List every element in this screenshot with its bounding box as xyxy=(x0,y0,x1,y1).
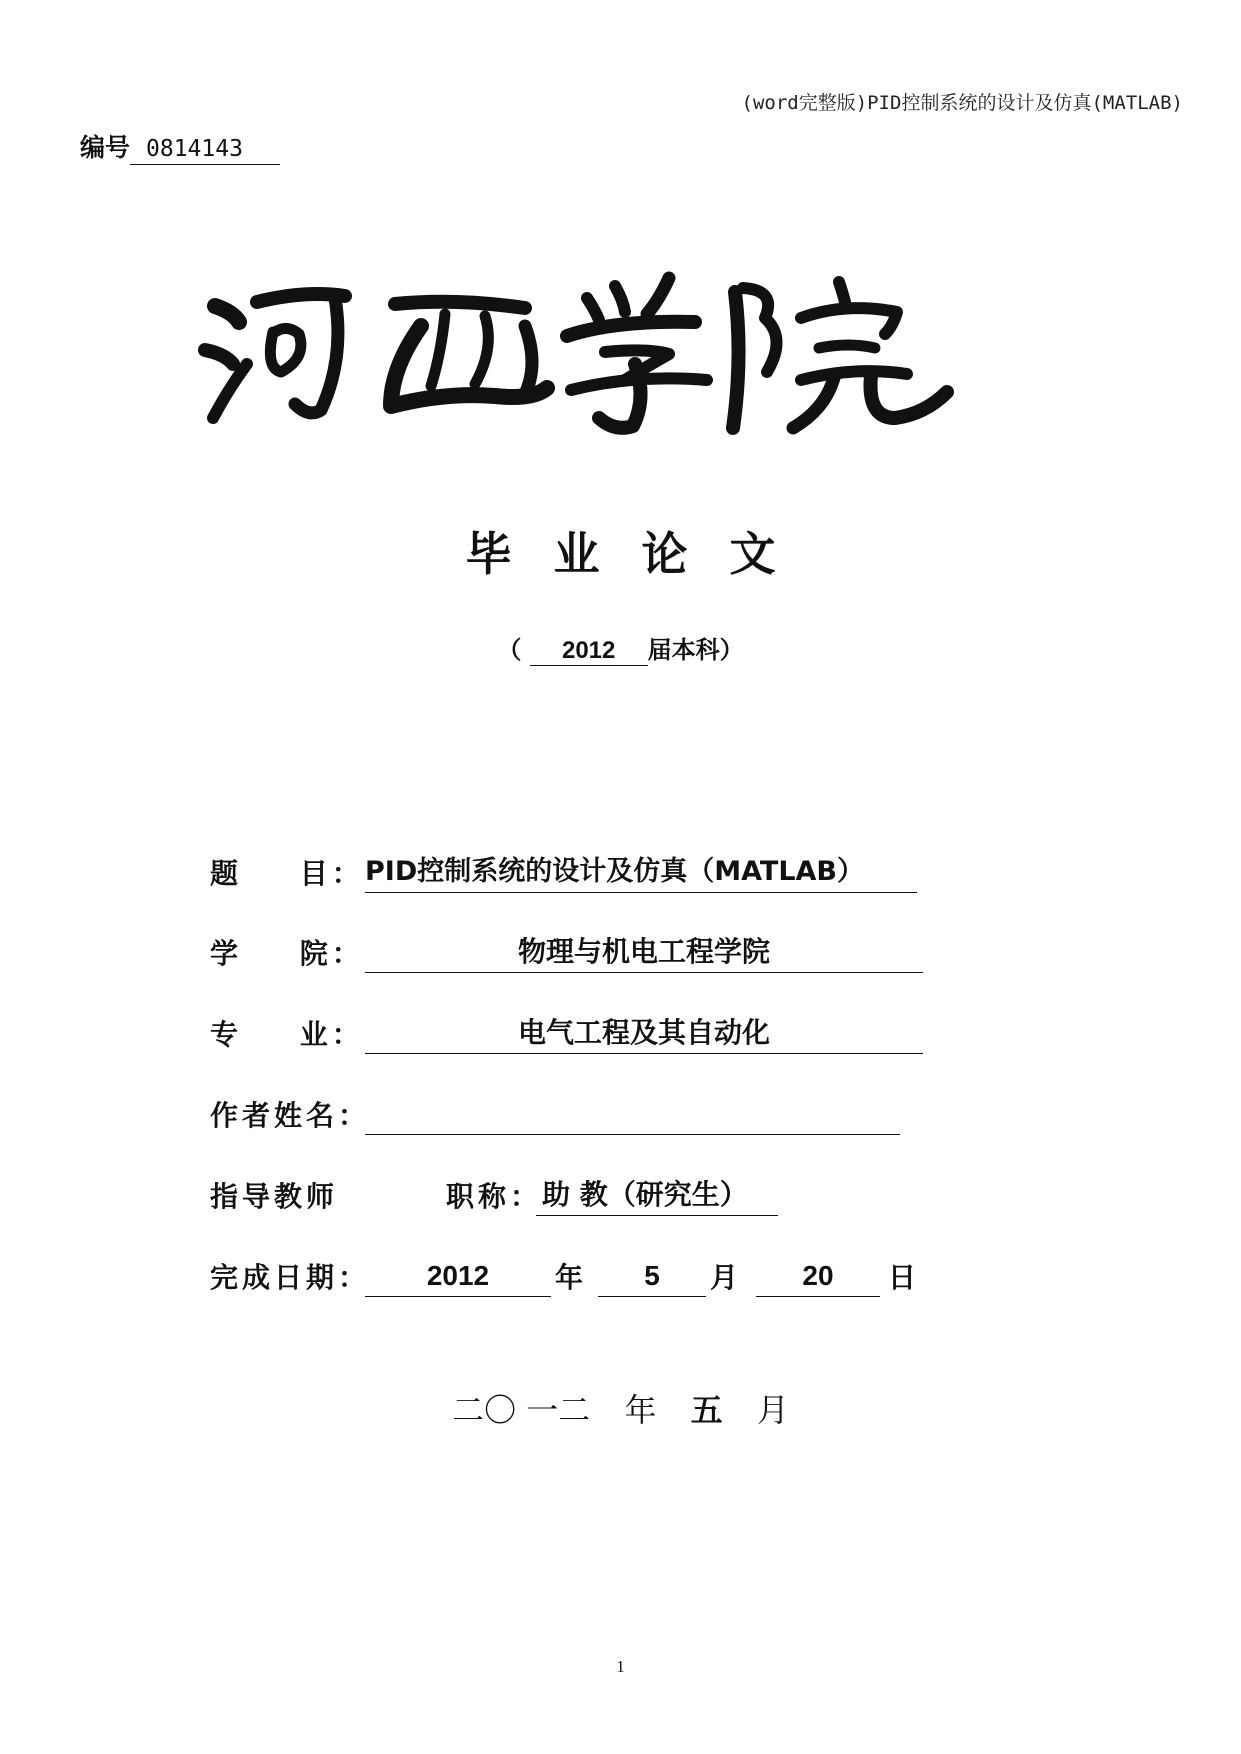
serial-number xyxy=(80,128,280,165)
chinese-date-year: 二〇 一二 xyxy=(452,1391,591,1429)
author-value xyxy=(365,1094,900,1135)
completion-date-label: 完成日期： xyxy=(210,1261,371,1294)
major-label: 专 业： xyxy=(210,1018,364,1051)
topic-row xyxy=(210,852,930,896)
cohort-suffix: 届本科） xyxy=(647,636,744,664)
completion-month: 5 xyxy=(598,1256,706,1297)
completion-day-unit: 日 xyxy=(888,1261,917,1294)
cohort-year: 2012 xyxy=(530,637,648,666)
college-label: 学 院： xyxy=(210,937,364,970)
completion-day: 20 xyxy=(756,1256,880,1297)
major-row xyxy=(210,1013,930,1057)
advisor-title-label: 职称： xyxy=(446,1180,543,1213)
college-row xyxy=(210,932,930,976)
thesis-title: 毕业论文 xyxy=(465,527,818,581)
cohort-line xyxy=(0,630,1241,666)
college-value: 物理与机电工程学院 xyxy=(365,932,923,973)
calligraphy-logo-image xyxy=(195,268,955,438)
advisor-label: 指导教师 xyxy=(210,1180,339,1213)
completion-year-unit: 年 xyxy=(555,1261,584,1294)
author-label: 作者姓名： xyxy=(210,1099,371,1132)
chinese-date xyxy=(0,1385,1241,1431)
advisor-title-value: 助 教（研究生） xyxy=(536,1175,778,1216)
chinese-date-year-unit: 年 xyxy=(624,1391,657,1429)
advisor-row xyxy=(210,1175,930,1219)
author-row xyxy=(210,1094,930,1138)
cohort-open: （ xyxy=(497,636,522,664)
topic-value: PID控制系统的设计及仿真（MATLAB） xyxy=(365,852,917,893)
completion-month-unit: 月 xyxy=(710,1261,739,1294)
completion-date-row xyxy=(210,1256,930,1300)
major-value: 电气工程及其自动化 xyxy=(365,1013,923,1054)
completion-year: 2012 xyxy=(365,1256,551,1297)
serial-value: 0814143 xyxy=(130,136,280,165)
topic-label: 题 目： xyxy=(210,857,364,890)
document-header: (word完整版)PID控制系统的设计及仿真(MATLAB) xyxy=(741,92,1183,114)
chinese-date-month: 五 xyxy=(690,1391,723,1429)
university-logo xyxy=(195,268,955,438)
chinese-date-month-unit: 月 xyxy=(756,1391,789,1429)
page-number: 1 xyxy=(616,1657,625,1676)
serial-label: 编号 xyxy=(80,133,131,162)
